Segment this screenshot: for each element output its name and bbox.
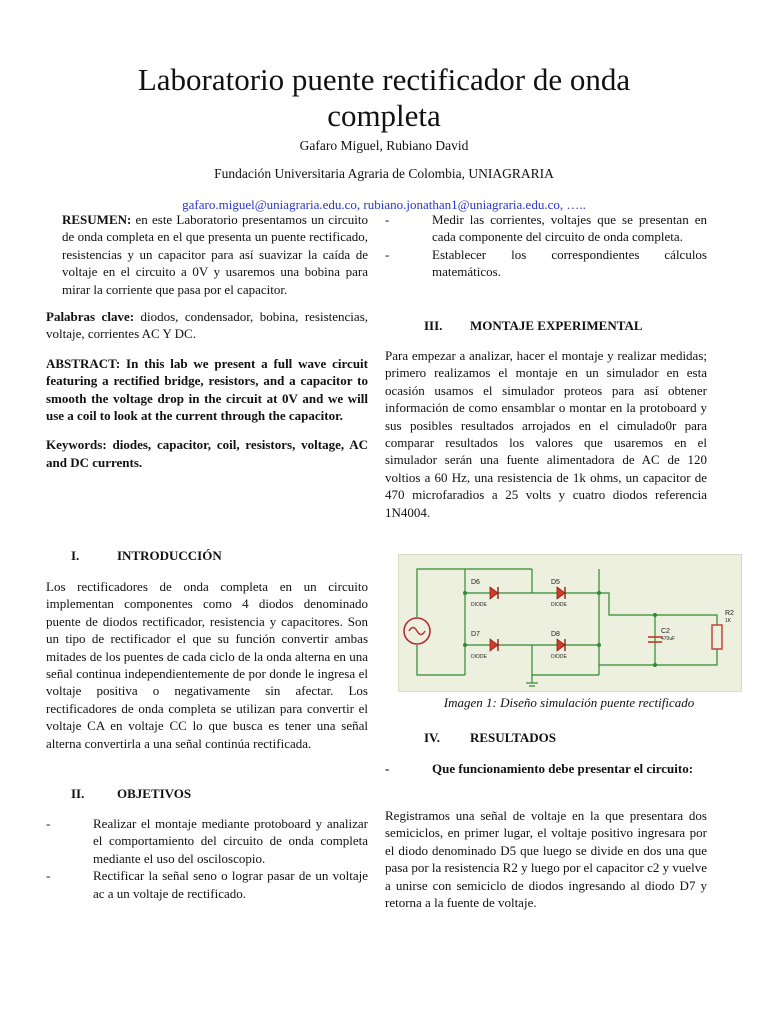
palabras-text: diodos, condensador, bobina, resistencias, voltaje, corrientes AC Y DC. <box>46 309 369 342</box>
section-2-title: OBJETIVOS <box>117 786 192 801</box>
section-3-heading <box>424 318 643 334</box>
keywords-label: Keywords: <box>46 437 107 453</box>
section-1-title: INTRODUCCIÓN <box>117 548 222 563</box>
intro-paragraph: Los rectificadores de onda completa en un circuito implementan componentes como 4 diodos denominado puente de diodos rectificador, resistencia y capacitores. Son un tipo de rectificador el que su función convertir ambas mitades de los puentes de cada ciclo de la onda alterna en una señal continua independientemente de por donde le ingresa el voltaje positiva o negativamente sin afectar. Los rectificadores de onda completa se utilizan para convertir el voltaje CA en voltaje CC lo que busca es tener una señal alterna convertirla a una señal continúa rectificada. <box>46 579 368 751</box>
c2-value: 470uF <box>661 636 676 642</box>
objective-item: - Establecer los correspondientes cálculos matemáticos. <box>385 246 707 281</box>
objectives-continued <box>385 211 707 281</box>
section-2-body <box>46 815 368 902</box>
authors: Gafaro Miguel, Rubiano David <box>299 138 469 153</box>
keywords-text: diodes, capacitor, coil, resistors, voltage, AC and DC currents. <box>46 437 368 470</box>
diode-d8-icon <box>557 639 565 651</box>
paper-title <box>0 62 768 134</box>
section-4-question <box>385 760 707 777</box>
results-question: - Que funcionamiento debe presentar el circuito: <box>385 760 707 777</box>
title-line-1: Laboratorio puente rectificador de onda <box>137 62 631 97</box>
r2-label: R2 <box>725 610 734 617</box>
keywords-paragraph <box>46 436 368 471</box>
results-paragraph: Registramos una señal de voltaje en la que presentara dos semiciclos, en primer lugar, el voltaje positivo ingresara por el diodo denominado D5 que luego se divide en dos una que pasa por la resistencia R2 y luego por el capacitor c2 y vuelve a unirse con semiciclo de diodos ingresando al diodo D7 y retorna a la fuente de voltaje. <box>385 808 707 911</box>
affiliation: Fundación Universitaria Agraria de Colombia, UNIAGRARIA <box>214 166 554 181</box>
section-4-body <box>385 807 707 911</box>
d8-label: D8 <box>551 631 560 638</box>
diode-d5-icon <box>557 587 565 599</box>
section-1-heading <box>71 548 222 564</box>
d7-type: DIODE <box>471 654 487 660</box>
objective-item: - Realizar el montaje mediante protoboard y analizar el comportamiento del circuito de onda completa mediante el uso del osciloscopio. <box>46 815 368 867</box>
section-4-number: IV. <box>424 730 441 745</box>
d7-label: D7 <box>471 631 480 638</box>
circuit-figure <box>398 554 742 692</box>
d5-label: D5 <box>551 579 560 586</box>
diode-d7-icon <box>490 639 498 651</box>
palabras-paragraph <box>46 308 368 343</box>
objectives-list-continued <box>385 211 707 281</box>
c2-label: C2 <box>661 628 670 635</box>
ground-icon <box>526 675 538 686</box>
section-1-number: I. <box>71 548 80 563</box>
section-3-body <box>385 347 707 521</box>
d6-label: D6 <box>471 579 480 586</box>
objective-item: - Rectificar la señal seno o lograr pasar de un voltaje ac a un voltaje de rectificado. <box>46 867 368 902</box>
resumen-label: RESUMEN: <box>62 212 132 227</box>
section-2-heading <box>71 786 191 802</box>
section-4-heading <box>424 730 556 746</box>
d8-type: DIODE <box>551 654 567 660</box>
abstract-block <box>46 211 368 471</box>
abstract-text: In this lab we present a full wave circuit featuring a rectified bridge, resistors, and a capacitor to smooth the voltage drop in the circuit at 0V and we will use a coil to look at the current through the capacitor. <box>46 355 368 424</box>
results-question-list <box>385 760 707 777</box>
abstract-label: ABSTRACT: <box>46 355 121 371</box>
section-1-body <box>46 578 368 752</box>
resistor-icon <box>712 625 722 649</box>
abstract-paragraph <box>46 355 368 425</box>
diode-d6-icon <box>490 587 498 599</box>
resumen-paragraph <box>46 211 368 298</box>
title-line-2: completa <box>327 98 441 133</box>
resumen-text: en este Laboratorio presentamos un circuito de onda completa en el que presenta un puente rectificado, resistencias y un capacitor para así suavizar la caída de voltaje en el circuito a 0V y usaremos una bobina para mirar la corriente que pasa por el capacitor. <box>62 212 368 297</box>
circuit-schematic <box>399 555 741 691</box>
objectives-list <box>46 815 368 902</box>
d5-type: DIODE <box>551 602 567 608</box>
section-2-number: II. <box>71 786 85 801</box>
palabras-label: Palabras clave: <box>46 309 135 325</box>
section-3-title: MONTAJE EXPERIMENTAL <box>470 318 643 333</box>
section-3-number: III. <box>424 318 443 333</box>
figure-caption: Imagen 1: Diseño simulación puente rectificado <box>443 695 695 710</box>
objective-item: - Medir las corrientes, voltajes que se presentan en cada componente del circuito de onda completa. <box>385 211 707 246</box>
emails: gafaro.miguel@uniagraria.edu.co, rubiano.jonathan1@uniagraria.edu.co, ….. <box>182 197 586 212</box>
d6-type: DIODE <box>471 602 487 608</box>
montaje-paragraph: Para empezar a analizar, hacer el montaje y realizar medidas; primero realizamos el montaje en un simulador en esta ocasión usamos el simulador proteos para así obtener información de como ensamblar o montar en la protoboard y sus posibles resultados arrojados en el cimulado0r para comparar resultados los valores que usaremos en el simulador serán una fuente alimentadora de AC de 120 voltios a 60 Hz, una resistencia de 1k ohms, un capacitor de 470 microfaradios a 25 volts y cuatro diodos referencia 1N4004. <box>385 348 707 520</box>
r2-value: 1K <box>725 618 732 624</box>
section-4-title: RESULTADOS <box>470 730 556 745</box>
